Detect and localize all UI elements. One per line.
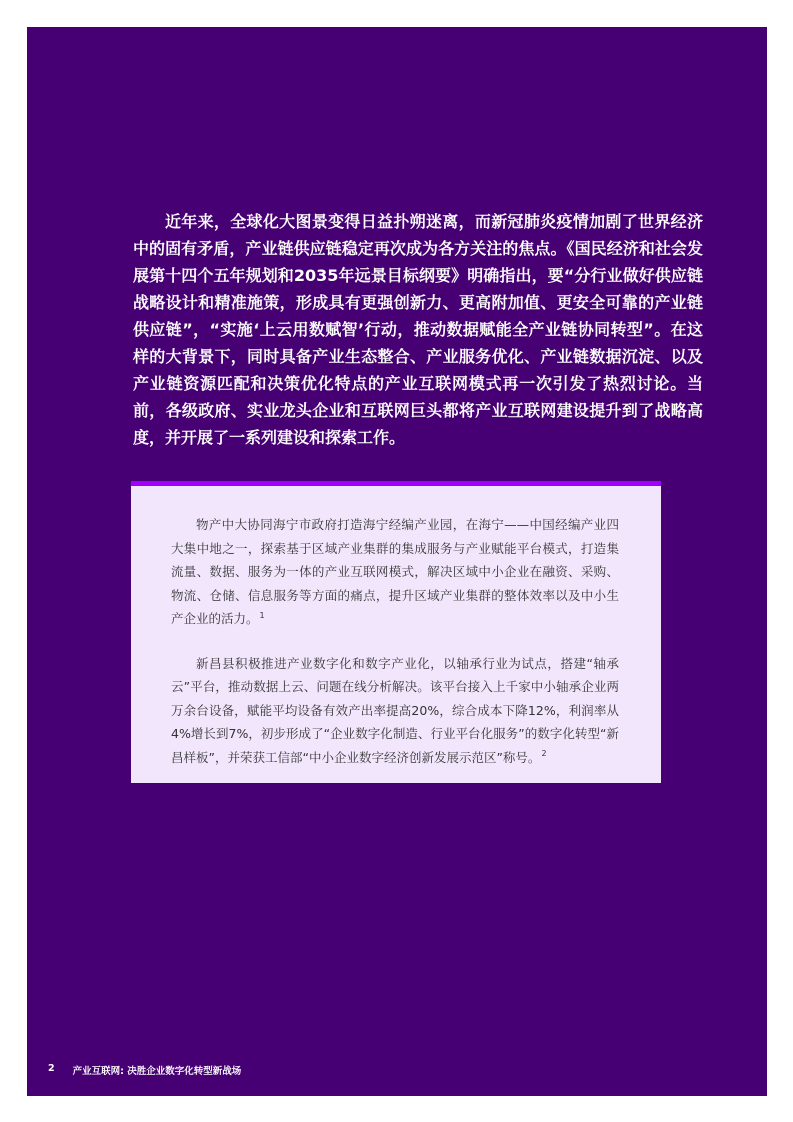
document-title: 产业互联网: 决胜企业数字化转型新战场: [72, 1066, 242, 1077]
case-study-text-2: 新昌县积极推进产业数字化和数字产业化，以轴承行业为试点，搭建“轴承云”平台，推动数据上云、问题在线分析解决。该平台接入上千家中小轴承企业两万余台设备，赋能平均设备有效产出率提高20%，综合成本下降12%，利润率从4%增长到7%，初步形成了“企业数字化制造、行业平台化服务”的数字化转型“新昌样板”，并荣获工信部“中小企业数字经济创新发展示范区”称号。: [171, 655, 619, 765]
case-study-box: [131, 481, 661, 783]
page-number: 2: [48, 1063, 55, 1074]
footnote-marker-1[interactable]: 1: [259, 610, 265, 620]
footnote-marker-2[interactable]: 2: [541, 749, 547, 759]
case-study-paragraph-1: [171, 513, 619, 631]
case-study-text-1: 物产中大协同海宁市政府打造海宁经编产业园，在海宁——中国经编产业四大集中地之一，探索基于区域产业集群的集成服务与产业赋能平台模式，打造集流量、数据、服务为一体的产业互联网模式，解决区域中小企业在融资、采购、物流、仓储、信息服务等方面的痛点，提升区域产业集群的整体效率以及中小生产企业的活力。: [171, 517, 619, 626]
case-study-paragraph-2: [171, 652, 619, 770]
intro-paragraph: 近年来，全球化大图景变得日益扑朔迷离，而新冠肺炎疫情加剧了世界经济中的固有矛盾，产业链供应链稳定再次成为各方关注的焦点。《国民经济和社会发展第十四个五年规划和2035年远景目标纲要》明确指出，要“分行业做好供应链战略设计和精准施策，形成具有更强创新力、更高附加值、更安全可靠的产业链供应链”，“实施‘上云用数赋智’行动，推动数据赋能全产业链协同转型”。在这样的大背景下，同时具备产业生态整合、产业服务优化、产业链数据沉淀、以及产业链资源匹配和决策优化特点的产业互联网模式再一次引发了热烈讨论。当前，各级政府、实业龙头企业和互联网巨头都将产业互联网建设提升到了战略高度，并开展了一系列建设和探索工作。: [133, 212, 703, 447]
page-footer: [48, 1063, 241, 1077]
page-background: [27, 27, 767, 1096]
